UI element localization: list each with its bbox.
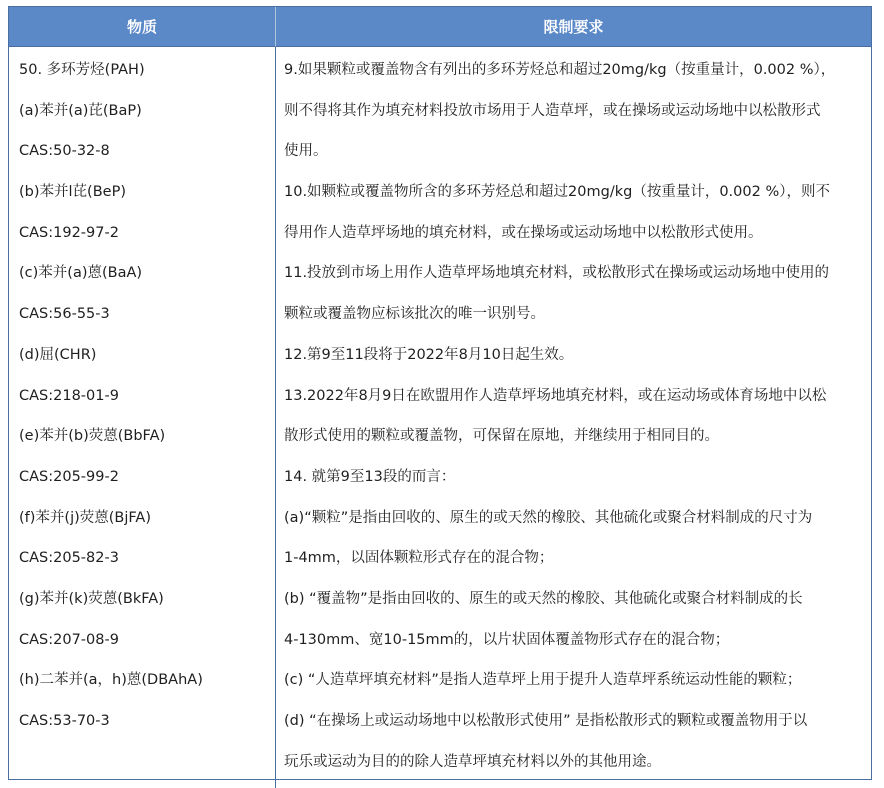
substance-line: (a)苯并(a)芘(BaP)	[19, 102, 142, 119]
substance-line: CAS:205-82-3	[19, 550, 119, 567]
substance-line: CAS:207-08-9	[19, 631, 119, 648]
substance-line: (b)苯并l芘(BeP)	[19, 184, 126, 201]
header-substance: 物质	[9, 7, 276, 47]
restriction-line: 14. 就第9至13段的而言：	[284, 468, 456, 485]
substance-line: CAS:50-32-8	[19, 143, 110, 160]
restriction-table	[8, 6, 872, 780]
restriction-line: 1-4mm，以固体颗粒形式存在的混合物；	[284, 550, 554, 567]
restriction-line: 得用作人造草坪场地的填充材料，或在操场或运动场地中以松散形式使用。	[284, 224, 763, 241]
restriction-line: (a)“颗粒”是指由回收的、原生的或天然的橡胶、其他硫化或聚合材料制成的尺寸为	[284, 509, 813, 526]
restriction-line: (d) “在操场上或运动场地中以松散形式使用” 是指松散形式的颗粒或覆盖物用于以	[284, 713, 808, 729]
restriction-line: 11.投放到市场上用作人造草坪场地填充材料，或松散形式在操场或运动场地中使用的	[284, 265, 830, 282]
restriction-line: 颗粒或覆盖物应标该批次的唯一识别号。	[284, 306, 545, 323]
restriction-line: (c) “人造草坪填充材料”是指人造草坪上用于提升人造草坪系统运动性能的颗粒；	[284, 672, 802, 689]
restriction-line: 13.2022年8月9日在欧盟用作人造草坪场地填充材料，或在运动场或体育场地中以松	[284, 387, 827, 404]
substance-line: (d)屈(CHR)	[19, 346, 97, 363]
restriction-line: 10.如颗粒或覆盖物所含的多环芳烃总和超过20mg/kg（按重量计，0.002 %），则不	[284, 184, 830, 201]
substance-line: CAS:53-70-3	[19, 713, 110, 729]
substance-line: (g)苯并(k)荧蒽(BkFA)	[19, 590, 164, 607]
substance-line: 50. 多环芳烃(PAH)	[19, 62, 145, 78]
substance-line: (e)苯并(b)荧蒽(BbFA)	[19, 428, 166, 445]
restriction-line: 12.第9至11段将于2022年8月10日起生效。	[284, 346, 574, 363]
restriction-line: 使用。	[284, 143, 328, 160]
substance-column	[9, 47, 276, 788]
restriction-line: 则不得将其作为填充材料投放市场用于人造草坪，或在操场或运动场地中以松散形式	[284, 102, 821, 119]
substance-line: (f)苯并(j)荧蒽(BjFA)	[19, 509, 151, 526]
restriction-line: 散形式使用的颗粒或覆盖物，可保留在原地，并继续用于相同目的。	[284, 428, 719, 445]
substance-line: CAS:192-97-2	[19, 224, 119, 241]
substance-line: (c)苯并(a)蒽(BaA)	[19, 265, 143, 282]
substance-line: (h)二苯并(a，h)蒽(DBAhA)	[19, 672, 203, 689]
restriction-line: (b) “覆盖物”是指由回收的、原生的或天然的橡胶、其他硫化或聚合材料制成的长	[284, 590, 803, 607]
substance-line: CAS:56-55-3	[19, 306, 110, 323]
restriction-line: 玩乐或运动为目的的除人造草坪填充材料以外的其他用途。	[284, 753, 661, 770]
restriction-line: 9.如果颗粒或覆盖物含有列出的多环芳烃总和超过20mg/kg（按重量计，0.002 %），	[284, 62, 836, 78]
substance-line: CAS:218-01-9	[19, 387, 119, 404]
header-restriction: 限制要求	[276, 7, 871, 47]
restriction-line: 4-130mm、宽10-15mm的，以片状固体覆盖物形式存在的混合物；	[284, 631, 730, 648]
restriction-column	[276, 47, 871, 788]
substance-line: CAS:205-99-2	[19, 468, 119, 485]
